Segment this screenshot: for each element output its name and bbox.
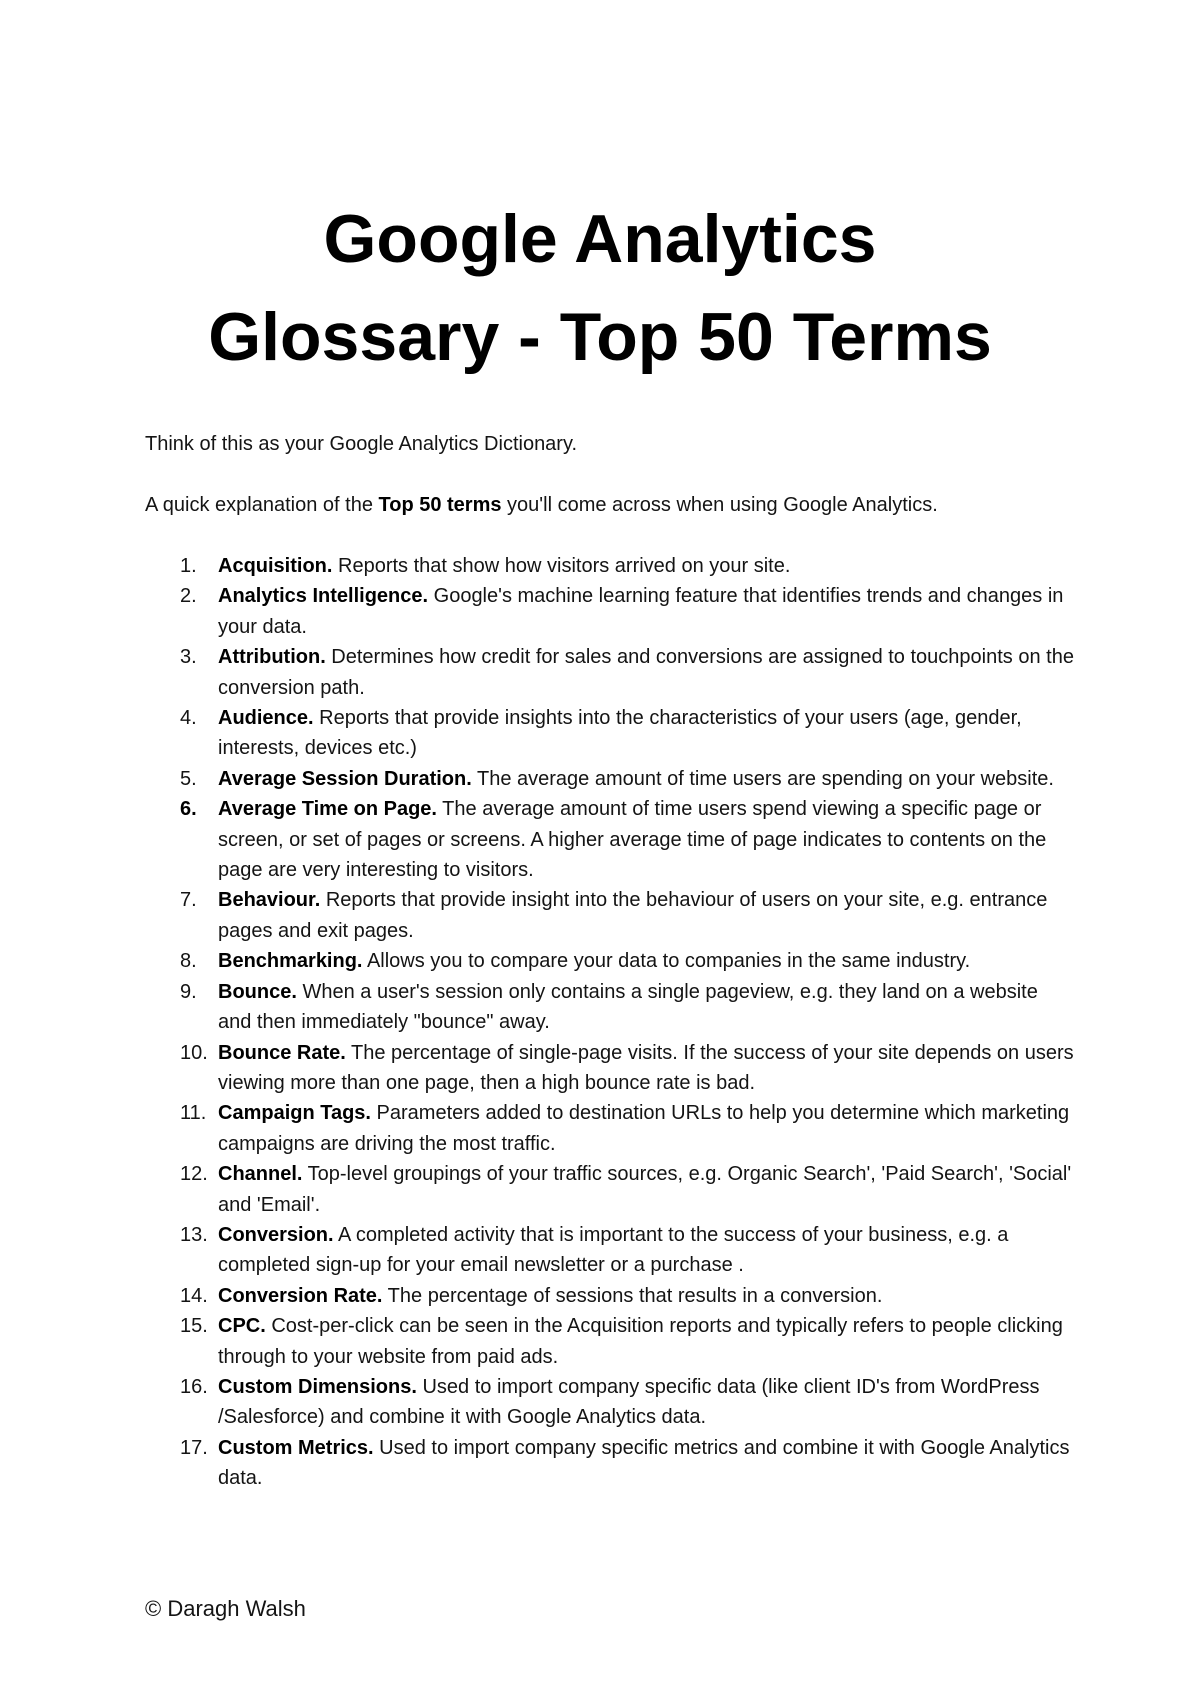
- glossary-item-number: 11.: [180, 1102, 207, 1125]
- glossary-item-number: 7.: [180, 889, 197, 912]
- glossary-term: Bounce.: [218, 980, 297, 1003]
- glossary-term: Channel.: [218, 1163, 303, 1186]
- glossary-item: [145, 1220, 1075, 1281]
- glossary-definition: Cost-per-click can be seen in the Acquisition reports and typically refers to people clicking through to your website from paid ads.: [218, 1315, 1063, 1368]
- glossary-item-number: 8.: [180, 950, 197, 973]
- glossary-item: [145, 581, 1075, 642]
- glossary-definition: The average amount of time users are spending on your website.: [471, 767, 1054, 790]
- glossary-item-number: 16.: [180, 1375, 208, 1398]
- explanation-bold-text: Top 50 terms: [378, 494, 502, 516]
- glossary-definition: Reports that provide insights into the characteristics of your users (age, gender, interests, devices etc.): [218, 707, 1022, 760]
- glossary-item-number: 6.: [180, 798, 197, 821]
- glossary-definition: Used to import company specific metrics and combine it with Google Analytics data.: [218, 1436, 1070, 1490]
- glossary-item-number: 12.: [180, 1163, 208, 1186]
- glossary-term: Conversion Rate.: [218, 1284, 383, 1307]
- glossary-item-number: 1.: [180, 555, 197, 577]
- glossary-list: [145, 551, 1075, 1494]
- glossary-term: Campaign Tags.: [218, 1102, 371, 1125]
- glossary-definition: Google's machine learning feature that identifies trends and changes in your data.: [218, 585, 1064, 638]
- glossary-item: [145, 1372, 1075, 1433]
- intro-text: Think of this as your Google Analytics Dictionary.: [145, 433, 578, 455]
- glossary-item: [145, 1311, 1075, 1372]
- glossary-item: [145, 1433, 1075, 1494]
- intro-paragraph: [145, 430, 1105, 458]
- glossary-item: [145, 551, 1075, 581]
- glossary-item: [145, 946, 1075, 976]
- glossary-definition: Determines how credit for sales and conversions are assigned to touchpoints on the conversion path.: [218, 646, 1074, 699]
- glossary-term: Benchmarking.: [218, 950, 363, 973]
- glossary-item: [145, 794, 1075, 885]
- title-line-1: Google Analytics: [323, 201, 877, 277]
- glossary-item-number: 15.: [180, 1315, 208, 1338]
- glossary-definition: Used to import company specific data (like client ID's from WordPress /Salesforce) and combine it with Google Analytics data.: [218, 1375, 1040, 1429]
- document-title: [0, 190, 1200, 386]
- glossary-item: [145, 1281, 1075, 1311]
- glossary-item-number: 14.: [180, 1284, 208, 1307]
- glossary-item: [145, 1159, 1075, 1220]
- glossary-definition: Allows you to compare your data to companies in the same industry.: [362, 950, 971, 973]
- glossary-item: [145, 764, 1075, 794]
- copyright-footer: © Daragh Walsh: [145, 1596, 306, 1621]
- glossary-term: Conversion.: [218, 1223, 334, 1246]
- glossary-item: [145, 1038, 1075, 1099]
- glossary-term: Analytics Intelligence.: [218, 585, 429, 608]
- glossary-definition: The average amount of time users spend viewing a specific page or screen, or set of pages or screens. A higher average time of page indicates to contents on the page are very interesting to visitors.: [218, 798, 1047, 882]
- glossary-item: [145, 977, 1075, 1038]
- title-line-2: Glossary - Top 50 Terms: [208, 299, 992, 375]
- glossary-term: Custom Dimensions.: [218, 1375, 417, 1398]
- explanation-text-after: you'll come across when using Google Analytics.: [501, 494, 938, 516]
- glossary-item-number: 3.: [180, 646, 197, 669]
- glossary-term: Average Session Duration.: [218, 767, 472, 790]
- glossary-term: Bounce Rate.: [218, 1041, 346, 1064]
- glossary-term: Custom Metrics.: [218, 1436, 374, 1459]
- glossary-term: Behaviour.: [218, 889, 321, 912]
- glossary-definition: Reports that provide insight into the behaviour of users on your site, e.g. entrance pages and exit pages.: [218, 889, 1048, 942]
- glossary-term: CPC.: [218, 1315, 266, 1338]
- glossary-definition: Parameters added to destination URLs to help you determine which marketing campaigns are driving the most traffic.: [218, 1102, 1070, 1155]
- glossary-definition: The percentage of sessions that results in a conversion.: [382, 1284, 883, 1307]
- glossary-item: [145, 703, 1075, 764]
- glossary-item-number: 13.: [180, 1223, 208, 1246]
- glossary-term: Acquisition.: [218, 555, 333, 577]
- glossary-item: [145, 1098, 1075, 1159]
- glossary-item-number: 5.: [180, 767, 197, 790]
- glossary-item: [145, 885, 1075, 946]
- glossary-definition: Reports that show how visitors arrived on your site.: [332, 555, 791, 577]
- explanation-text-before: A quick explanation of the: [145, 494, 379, 516]
- glossary-term: Average Time on Page.: [218, 798, 437, 821]
- glossary-item-number: 17.: [180, 1436, 208, 1459]
- explanation-paragraph: [145, 491, 1105, 519]
- glossary-item-number: 9.: [180, 980, 197, 1003]
- glossary-definition: The percentage of single-page visits. If the success of your site depends on users viewing more than one page, then a high bounce rate is bad.: [218, 1041, 1074, 1094]
- glossary-term: Audience.: [218, 707, 314, 730]
- glossary-term: Attribution.: [218, 646, 326, 669]
- glossary-item: [145, 642, 1075, 703]
- glossary-item-number: 4.: [180, 707, 197, 730]
- glossary-definition: Top-level groupings of your traffic sources, e.g. Organic Search', 'Paid Search', 'Social' and 'Email'.: [218, 1163, 1072, 1216]
- glossary-definition: A completed activity that is important to the success of your business, e.g. a completed sign-up for your email newsletter or a purchase .: [218, 1223, 1009, 1277]
- glossary-definition: When a user's session only contains a single pageview, e.g. they land on a website and then immediately "bounce" away.: [218, 980, 1038, 1034]
- glossary-item-number: 2.: [180, 585, 197, 608]
- glossary-item-number: 10.: [180, 1041, 208, 1064]
